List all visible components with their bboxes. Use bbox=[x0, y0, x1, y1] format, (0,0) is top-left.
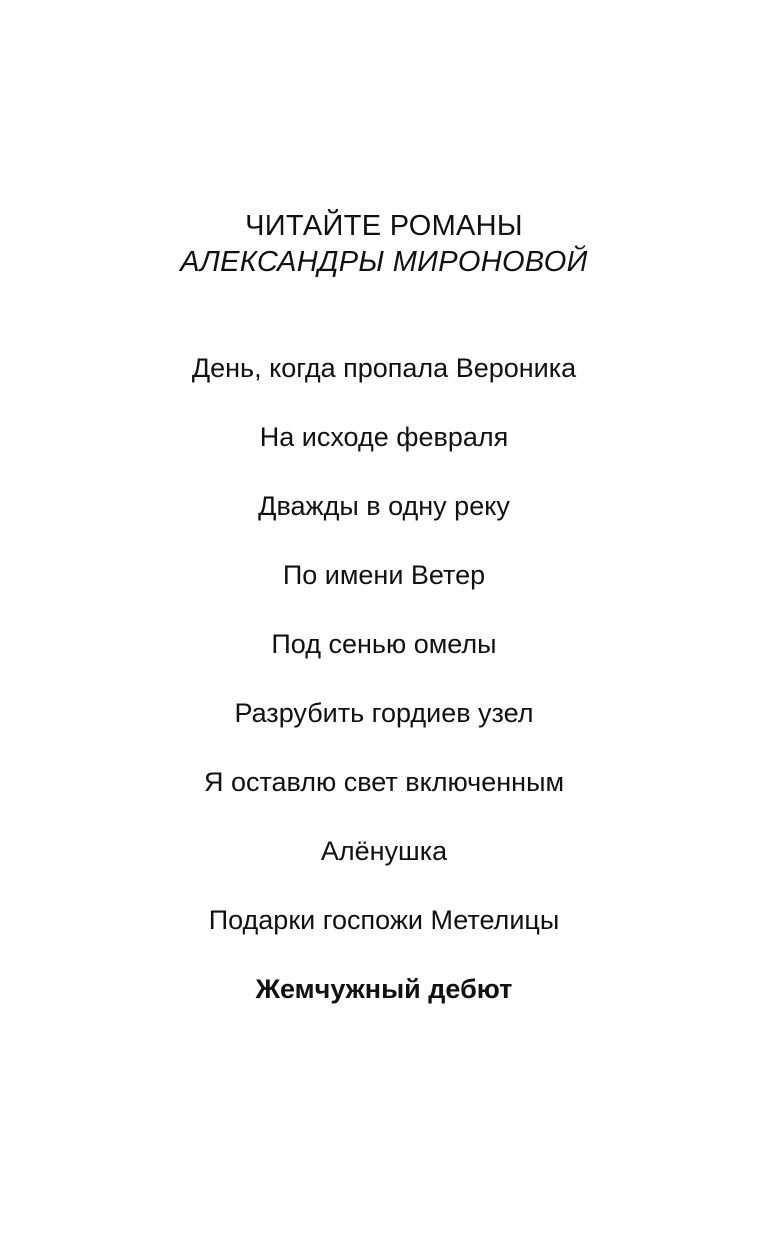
book-title: Под сенью омелы bbox=[271, 629, 497, 659]
book-title: Алёнушка bbox=[320, 836, 448, 866]
book-title: Дважды в одну реку bbox=[258, 491, 510, 521]
book-title: На исходе февраля bbox=[259, 422, 509, 452]
book-title: Я оставлю свет включенным bbox=[203, 767, 565, 797]
book-title: По имени Ветер bbox=[282, 560, 486, 590]
heading-read-novels: ЧИТАЙТЕ РОМАНЫ bbox=[245, 210, 523, 242]
book-title: День, когда пропала Вероника bbox=[191, 353, 577, 383]
book-title: Подарки госпожи Метелицы bbox=[208, 905, 560, 935]
book-title-list bbox=[0, 346, 768, 1036]
heading-author-name: АЛЕКСАНДРЫ МИРОНОВОЙ bbox=[180, 246, 588, 278]
book-title-featured: Жемчужный дебют bbox=[255, 974, 513, 1004]
book-title: Разрубить гордиев узел bbox=[234, 698, 534, 728]
series-heading bbox=[0, 208, 768, 280]
